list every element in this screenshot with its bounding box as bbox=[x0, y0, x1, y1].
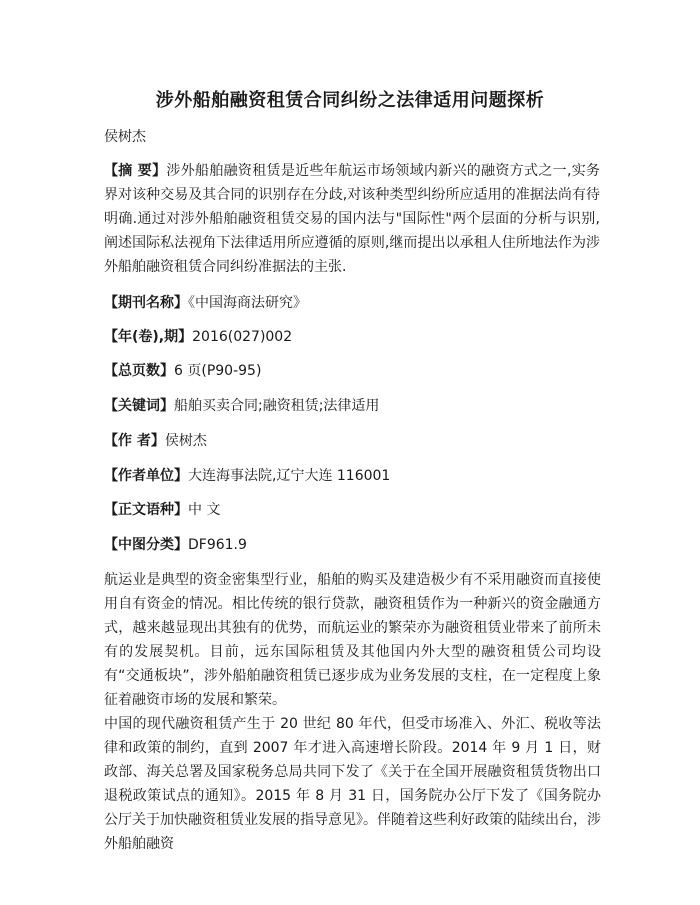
meta-author bbox=[104, 430, 207, 450]
meta-language-label: 【正文语种】 bbox=[104, 502, 188, 518]
meta-affiliation-label: 【作者单位】 bbox=[104, 468, 188, 484]
meta-classification-label: 【中图分类】 bbox=[104, 537, 188, 553]
meta-affiliation-value: 大连海事法院,辽宁大连 116001 bbox=[188, 468, 391, 484]
meta-pages-label: 【总页数】 bbox=[104, 363, 174, 379]
meta-year-value: 2016(027)002 bbox=[192, 329, 293, 345]
meta-affiliation bbox=[104, 465, 390, 485]
meta-author-label: 【作 者】 bbox=[104, 433, 165, 449]
meta-author-value: 侯树杰 bbox=[164, 433, 207, 449]
meta-journal-label: 【期刊名称】 bbox=[104, 295, 188, 311]
meta-year-issue bbox=[104, 326, 292, 346]
meta-classification bbox=[104, 534, 247, 554]
body-paragraph-2: 中国的现代融资租赁产生于 20 世纪 80 年代，但受市场准入、外汇、税收等法律和政策的制约，直到 2007 年才进入高速增长阶段。2014 年 9 月 1 日，财政部、海关总署及国家税务总局共同下发了《关于在全国开展融资租赁货物出口退税政策试点的通知》。2015 年 8 月 31 日，国务院办公厅下发了《国务院办公厅关于加快融资租赁业发展的指导意见》。伴随着这些利好政策的陆续出台，涉外船舶融资 bbox=[104, 716, 601, 852]
meta-pages bbox=[104, 360, 261, 380]
meta-keywords bbox=[104, 395, 379, 415]
meta-keywords-label: 【关键词】 bbox=[104, 398, 174, 414]
author-name: 侯树杰 bbox=[104, 129, 146, 145]
meta-journal-value: 《中国海商法研究》 bbox=[188, 295, 307, 311]
abstract bbox=[104, 159, 600, 279]
paper-title: 涉外船舶融资租赁合同纠纷之法律适用问题探析 bbox=[155, 90, 545, 111]
meta-year-label: 【年(卷),期】 bbox=[104, 329, 193, 345]
meta-language bbox=[104, 499, 220, 519]
meta-pages-value: 6 页(P90-95) bbox=[174, 363, 262, 379]
meta-keywords-value: 船舶买卖合同;融资租赁;法律适用 bbox=[174, 398, 380, 414]
meta-classification-value: DF961.9 bbox=[188, 537, 247, 553]
abstract-text: 涉外船舶融资租赁是近些年航运市场领域内新兴的融资方式之一,实务界对该种交易及其合同的识别存在分歧,对该种类型纠纷所应适用的准据法尚有待明确.通过对涉外船舶融资租赁交易的国内法与"国际性"两个层面的分析与识别,阐述国际私法视角下法律适用所应遵循的原则,继而提出以承租人住所地法作为涉外船舶融资租赁合同纠纷准据法的主张. bbox=[104, 163, 601, 275]
meta-language-value: 中 文 bbox=[188, 502, 221, 518]
abstract-label: 【摘 要】 bbox=[104, 163, 167, 179]
meta-journal bbox=[104, 292, 307, 312]
body-paragraph-1: 航运业是典型的资金密集型行业，船舶的购买及建造极少有不采用融资而直接使用自有资金的情况。相比传统的银行贷款，融资租赁作为一种新兴的资金融通方式，越来越显现出其独有的优势，而航运业的繁荣亦为融资租赁业带来了前所未有的发展契机。目前，远东国际租赁及其他国内外大型的融资租赁公司均设有“交通板块”，涉外船舶融资租赁已逐步成为业务发展的支柱，在一定程度上象征着融资市场的发展和繁荣。 bbox=[104, 572, 601, 708]
body-text bbox=[104, 568, 601, 856]
